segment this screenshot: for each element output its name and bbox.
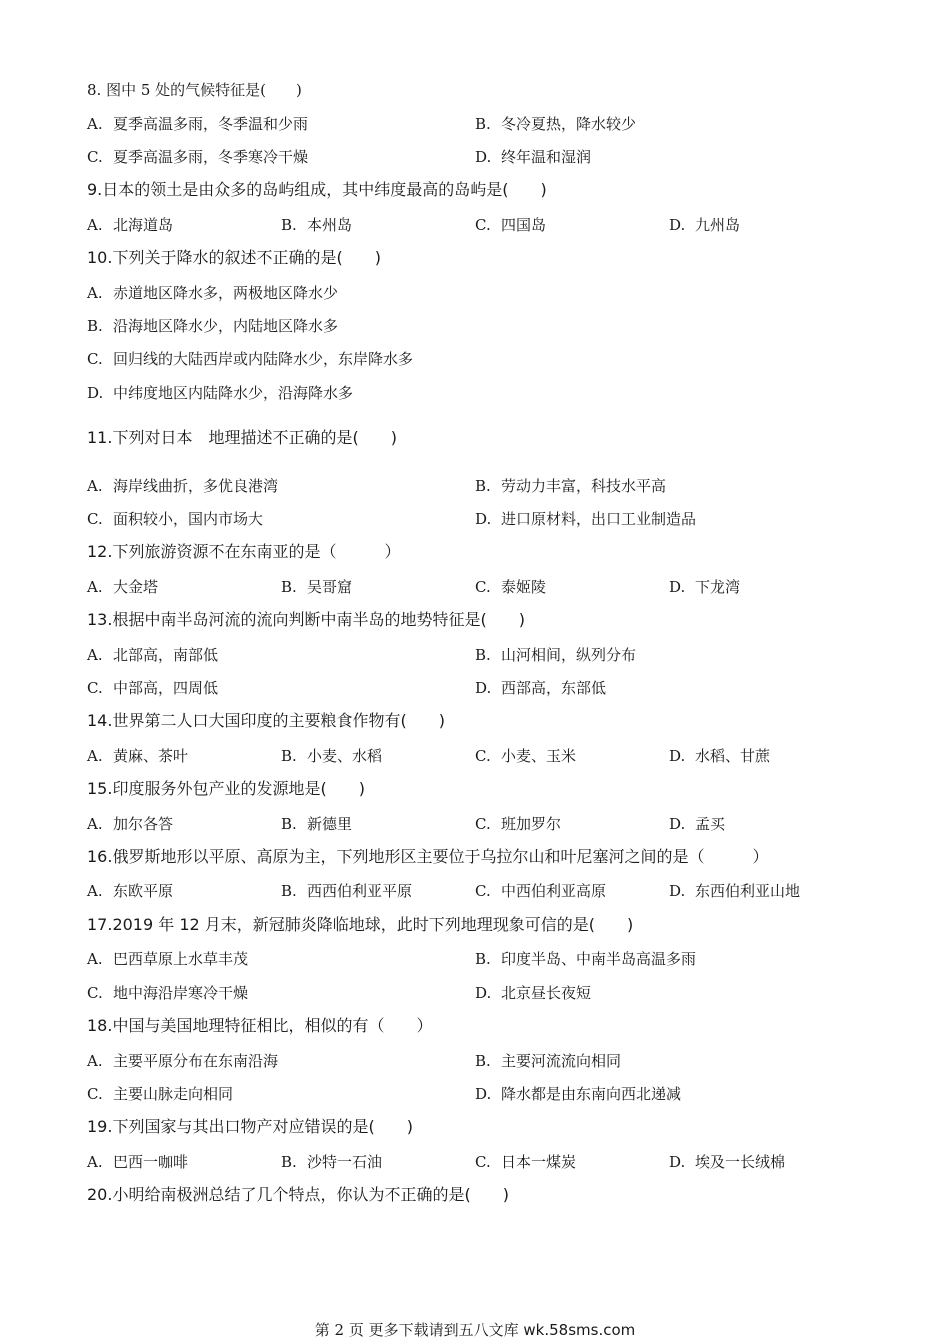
option-text: 主要山脉走向相同 (113, 1085, 234, 1103)
option-letter: D. (669, 216, 686, 234)
question-13-option-a (87, 645, 218, 665)
question-14-option-b (281, 746, 382, 766)
question-18-option-d (475, 1084, 681, 1104)
question-15-option-d (669, 814, 725, 834)
question-15-stem: 15.印度服务外包产业的发源地是( ) (87, 779, 365, 798)
question-19-stem: 19.下列国家与其出口物产对应错误的是( ) (87, 1117, 413, 1136)
option-letter: A. (87, 882, 103, 900)
question-8-option-d (475, 147, 591, 167)
question-17-option-d (475, 983, 591, 1003)
question-10-option-d (87, 383, 353, 403)
option-text: 下龙湾 (695, 578, 741, 596)
option-text: 夏季高温多雨，冬季温和少雨 (113, 115, 309, 133)
option-text: 降水都是由东南向西北递减 (501, 1085, 682, 1103)
question-17-stem: 17.2019 年 12 月末，新冠肺炎降临地球，此时下列地理现象可信的是( ) (87, 915, 634, 934)
option-text: 新德里 (307, 815, 353, 833)
option-letter: C. (87, 1085, 103, 1103)
question-19-option-a (87, 1152, 188, 1172)
option-letter: C. (475, 882, 491, 900)
option-text: 黄麻、茶叶 (113, 747, 189, 765)
option-text: 本州岛 (307, 216, 353, 234)
question-13-option-d (475, 678, 606, 698)
option-letter: D. (475, 1085, 492, 1103)
option-text: 小麦、水稻 (307, 747, 383, 765)
question-8-option-b (475, 114, 636, 134)
option-letter: A. (87, 646, 103, 664)
option-text: 夏季高温多雨，冬季寒冷干燥 (113, 148, 309, 166)
option-text: 东西伯利亚山地 (695, 882, 801, 900)
option-letter: D. (669, 747, 686, 765)
question-14-option-c (475, 746, 576, 766)
option-text: 沙特一石油 (307, 1153, 383, 1171)
option-text: 面积较小，国内市场大 (113, 510, 264, 528)
option-letter: B. (281, 747, 297, 765)
question-17-option-c (87, 983, 248, 1003)
question-8-option-a (87, 114, 308, 134)
page-footer (0, 1320, 950, 1340)
option-letter: B. (475, 1052, 491, 1070)
option-letter: A. (87, 578, 103, 596)
option-letter: A. (87, 477, 103, 495)
option-text: 孟买 (695, 815, 726, 833)
question-9-option-c (475, 215, 546, 235)
download-notice: 更多下载请到五八文库 (368, 1321, 519, 1339)
option-text: 北海道岛 (113, 216, 174, 234)
option-letter: D. (475, 679, 492, 697)
option-text: 北京昼长夜短 (501, 984, 592, 1002)
option-letter: B. (475, 477, 491, 495)
question-9-option-a (87, 215, 173, 235)
option-letter: B. (475, 115, 491, 133)
option-text: 大金塔 (113, 578, 159, 596)
page-number: 第 2 页 (314, 1321, 364, 1339)
question-13-option-c (87, 678, 218, 698)
question-11-option-c (87, 509, 263, 529)
question-18-option-a (87, 1051, 278, 1071)
option-text: 沿海地区降水少，内陆地区降水多 (113, 317, 339, 335)
option-letter: A. (87, 284, 103, 302)
option-letter: B. (475, 950, 491, 968)
option-text: 印度半岛、中南半岛高温多雨 (501, 950, 697, 968)
option-text: 海岸线曲折，多优良港湾 (113, 477, 279, 495)
option-letter: D. (669, 1153, 686, 1171)
question-16-stem: 16.俄罗斯地形以平原、高原为主，下列地形区主要位于乌拉尔山和叶尼塞河之间的是（ ） (87, 847, 769, 866)
question-12-stem: 12.下列旅游资源不在东南亚的是（ ） (87, 542, 401, 561)
question-20-stem: 20.小明给南极洲总结了几个特点，你认为不正确的是( ) (87, 1185, 509, 1204)
option-text: 回归线的大陆西岸或内陆降水少，东岸降水多 (113, 350, 414, 368)
option-letter: A. (87, 1153, 103, 1171)
footer-link[interactable]: wk.58sms.com (523, 1321, 636, 1339)
option-letter: C. (87, 350, 103, 368)
question-18-option-c (87, 1084, 233, 1104)
option-letter: A. (87, 1052, 103, 1070)
option-text: 进口原材料，出口工业制造品 (501, 510, 697, 528)
question-14-stem: 14.世界第二人口大国印度的主要粮食作物有( ) (87, 711, 445, 730)
question-9-option-d (669, 215, 740, 235)
option-letter: C. (475, 216, 491, 234)
question-11-option-a (87, 476, 278, 496)
question-18-option-b (475, 1051, 621, 1071)
question-13-option-b (475, 645, 636, 665)
question-17-option-b (475, 949, 696, 969)
question-16-option-b (281, 881, 412, 901)
option-letter: A. (87, 815, 103, 833)
option-letter: C. (475, 747, 491, 765)
option-letter: C. (87, 679, 103, 697)
option-letter: B. (281, 882, 297, 900)
option-text: 主要河流流向相同 (501, 1052, 622, 1070)
option-text: 山河相间，纵列分布 (501, 646, 637, 664)
option-text: 小麦、玉米 (501, 747, 577, 765)
option-text: 东欧平原 (113, 882, 174, 900)
option-letter: D. (669, 578, 686, 596)
question-15-option-b (281, 814, 352, 834)
option-text: 泰姬陵 (501, 578, 547, 596)
option-text: 巴西一咖啡 (113, 1153, 189, 1171)
option-letter: C. (87, 510, 103, 528)
option-letter: A. (87, 115, 103, 133)
option-text: 四国岛 (501, 216, 547, 234)
question-11-option-b (475, 476, 666, 496)
question-9-option-b (281, 215, 352, 235)
option-text: 劳动力丰富，科技水平高 (501, 477, 667, 495)
option-letter: B. (281, 815, 297, 833)
option-letter: C. (87, 984, 103, 1002)
option-text: 吴哥窟 (307, 578, 353, 596)
question-15-option-a (87, 814, 173, 834)
option-text: 冬冷夏热，降水较少 (501, 115, 637, 133)
question-16-option-a (87, 881, 173, 901)
option-text: 巴西草原上水草丰茂 (113, 950, 249, 968)
option-text: 九州岛 (695, 216, 741, 234)
option-text: 主要平原分布在东南沿海 (113, 1052, 279, 1070)
option-letter: B. (281, 216, 297, 234)
option-text: 西西伯利亚平原 (307, 882, 413, 900)
option-text: 水稻、甘蔗 (695, 747, 771, 765)
question-12-option-a (87, 577, 158, 597)
question-10-stem: 10.下列关于降水的叙述不正确的是( ) (87, 248, 381, 267)
option-text: 埃及一长绒棉 (695, 1153, 786, 1171)
question-14-option-a (87, 746, 188, 766)
option-text: 中西伯利亚高原 (501, 882, 607, 900)
question-11-option-d (475, 509, 696, 529)
question-19-option-c (475, 1152, 576, 1172)
option-letter: D. (669, 882, 686, 900)
option-text: 赤道地区降水多，两极地区降水少 (113, 284, 339, 302)
option-letter: B. (475, 646, 491, 664)
option-letter: B. (87, 317, 103, 335)
option-letter: C. (87, 148, 103, 166)
question-12-option-b (281, 577, 352, 597)
option-letter: D. (475, 510, 492, 528)
option-text: 中纬度地区内陆降水少，沿海降水多 (113, 384, 354, 402)
question-13-stem: 13.根据中南半岛河流的流向判断中南半岛的地势特征是( ) (87, 610, 525, 629)
option-text: 地中海沿岸寒冷干燥 (113, 984, 249, 1002)
option-text: 班加罗尔 (501, 815, 562, 833)
option-letter: D. (475, 148, 492, 166)
question-16-option-d (669, 881, 800, 901)
question-14-option-d (669, 746, 770, 766)
option-letter: B. (281, 578, 297, 596)
option-text: 西部高，东部低 (501, 679, 607, 697)
question-11-stem: 11.下列对日本 地理描述不正确的是( ) (87, 428, 397, 447)
question-16-option-c (475, 881, 606, 901)
question-10-option-b (87, 316, 338, 336)
question-12-option-d (669, 577, 740, 597)
question-9-stem: 9.日本的领土是由众多的岛屿组成，其中纬度最高的岛屿是( ) (87, 180, 547, 199)
option-letter: C. (475, 815, 491, 833)
option-letter: C. (475, 578, 491, 596)
question-15-option-c (475, 814, 561, 834)
question-10-option-c (87, 349, 413, 369)
question-19-option-d (669, 1152, 785, 1172)
question-18-stem: 18.中国与美国地理特征相比，相似的有（ ） (87, 1016, 433, 1035)
option-text: 加尔各答 (113, 815, 174, 833)
option-text: 中部高，四周低 (113, 679, 219, 697)
option-letter: A. (87, 216, 103, 234)
option-text: 终年温和湿润 (501, 148, 592, 166)
option-text: 北部高，南部低 (113, 646, 219, 664)
question-12-option-c (475, 577, 546, 597)
option-letter: C. (475, 1153, 491, 1171)
option-letter: A. (87, 747, 103, 765)
option-letter: D. (475, 984, 492, 1002)
option-text: 日本一煤炭 (501, 1153, 577, 1171)
question-19-option-b (281, 1152, 382, 1172)
question-17-option-a (87, 949, 248, 969)
question-10-option-a (87, 283, 338, 303)
question-8-option-c (87, 147, 308, 167)
option-letter: A. (87, 950, 103, 968)
option-letter: D. (669, 815, 686, 833)
question-8-stem: 8. 图中 5 处的气候特征是( ) (87, 81, 302, 99)
option-letter: D. (87, 384, 104, 402)
option-letter: B. (281, 1153, 297, 1171)
